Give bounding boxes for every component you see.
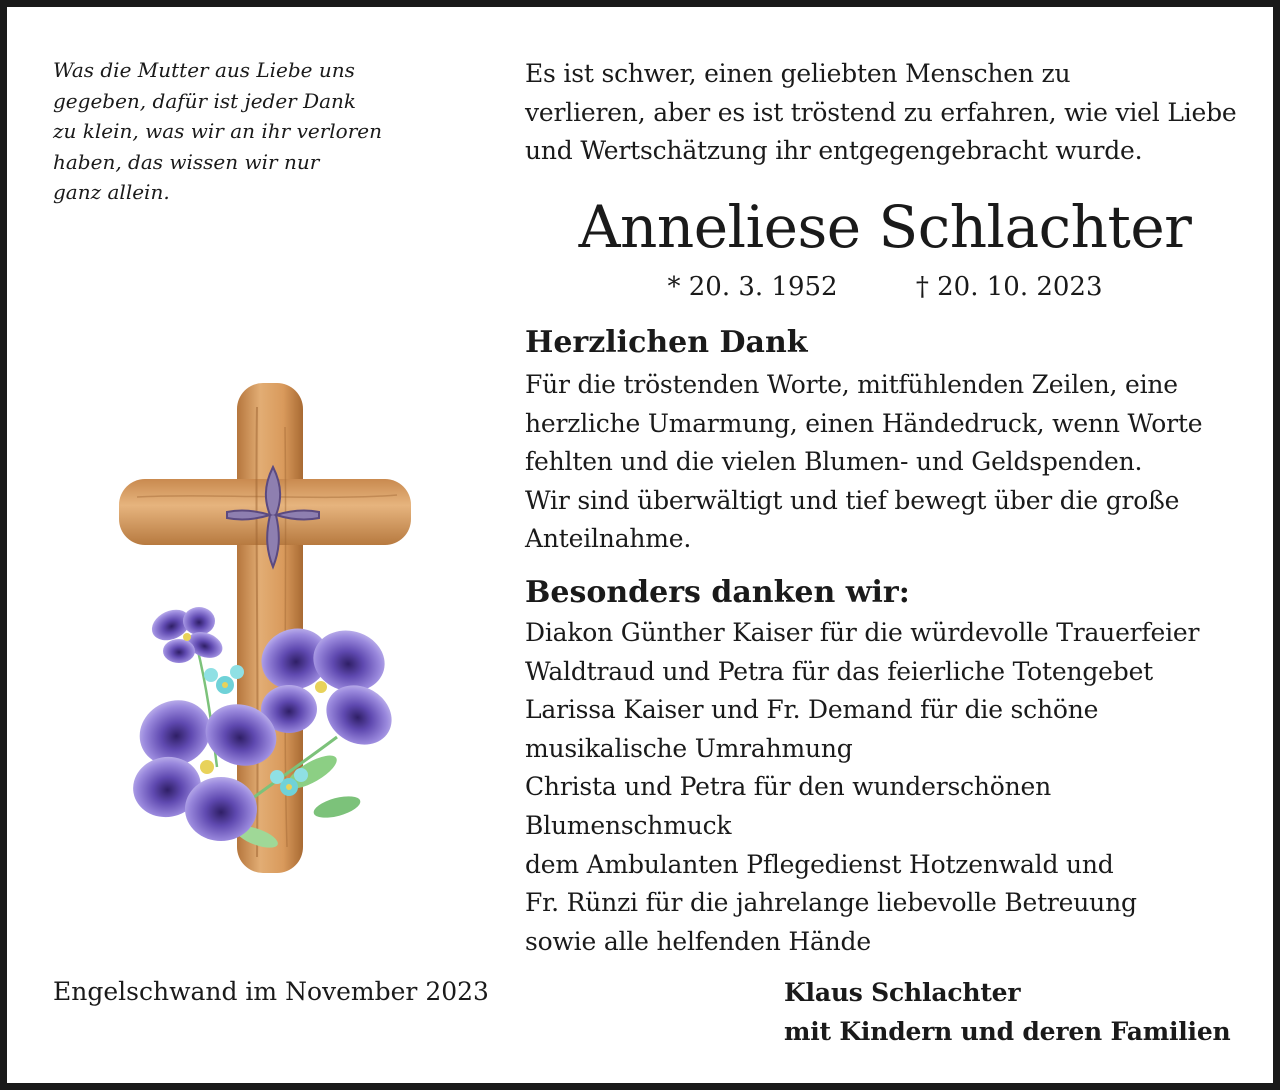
thanks-text: Für die tröstenden Worte, mitfühlenden Zeilen, eine herzliche Umarmung, einen Händedruck, wenn Worte fehlten und die vielen Blumen- und Geldspenden. Wir sind überwältigt und tief bewegt über die große Anteilnahme.: [525, 370, 1203, 554]
special-thanks-heading: Besonders danken wir:: [525, 575, 910, 610]
place-and-date: Engelschwand im November 2023: [53, 977, 489, 1006]
violet-flower-icon: [147, 604, 226, 663]
intro-text: Es ist schwer, einen geliebten Menschen zu verlieren, aber es ist tröstend zu erfahren, wie viel Liebe und Wertschätzung ihr entgegengebracht wurde.: [525, 59, 1237, 165]
deceased-name: Anneliese Schlachter: [578, 193, 1192, 261]
signature: Klaus Schlachter mit Kindern und deren Familien: [784, 978, 1231, 1046]
death-date: † 20. 10. 2023: [915, 272, 1103, 302]
thanks-heading: Herzlichen Dank: [525, 325, 808, 360]
birth-date: * 20. 3. 1952: [667, 272, 838, 302]
cross-with-flowers-illustration: [107, 367, 427, 887]
life-dates: [525, 267, 1245, 307]
memorial-quote: Was die Mutter aus Liebe uns gegeben, dafür ist jeder Dank zu klein, was wir an ihr verloren haben, das wissen wir nur ganz allein.: [53, 58, 382, 204]
special-thanks-list: Diakon Günther Kaiser für die würdevolle Trauerfeier Waldtraud und Petra für das feierliche Totengebet Larissa Kaiser und Fr. Demand für die schöne musikalische Umrahmung Christa und Petra für den wunderschönen Blumenschmuck dem Ambulanten Pflegedienst Hotzenwald und Fr. Rünzi für die jahrelange liebevolle Betreuung sowie alle helfenden Hände: [525, 618, 1200, 956]
